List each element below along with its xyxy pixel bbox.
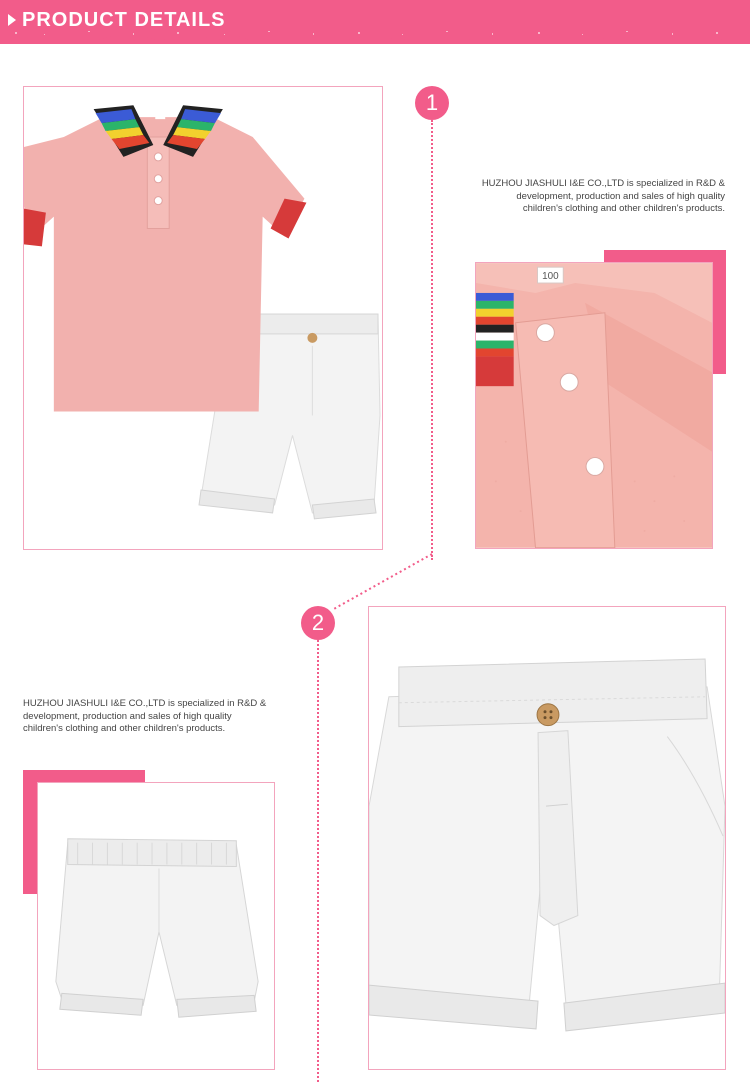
shorts-photo [37,782,275,1070]
description-2-line-2: development, production and sales of high quality [23,710,232,722]
polo-and-shorts-image [24,87,382,549]
shorts-closeup-image [369,607,725,1069]
shorts-closeup-photo [368,606,726,1070]
timeline-line-1 [431,120,433,560]
description-2 [23,698,303,736]
page-title: PRODUCT DETAILS [22,8,226,31]
timeline-line-2 [317,640,319,1082]
description-1-line-3: children's clothing and other children's products. [522,203,725,214]
page-title-group [8,8,226,32]
timeline-diagonal-connector [330,552,434,612]
banner-fringe-decoration [0,30,750,44]
header-banner [0,0,750,44]
shorts-image [38,783,274,1069]
size-tag-label: 100 [542,271,559,283]
step-number-1: 1 [415,86,449,120]
description-1-line-2: development, production and sales of high quality [516,190,725,202]
step-number-2: 2 [301,606,335,640]
description-2-line-3: children's clothing and other children's products. [23,723,226,734]
description-2-line-1: HUZHOU JIASHULI I&E CO.,LTD is specialized in R&D & [23,698,267,709]
product-photo-set [23,86,383,550]
collar-closeup-photo [475,262,713,549]
collar-closeup-image [476,263,712,548]
description-1-line-1: HUZHOU JIASHULI I&E CO.,LTD is specialized in R&D & [481,178,725,189]
description-1 [455,178,725,216]
play-triangle-icon [8,14,16,26]
